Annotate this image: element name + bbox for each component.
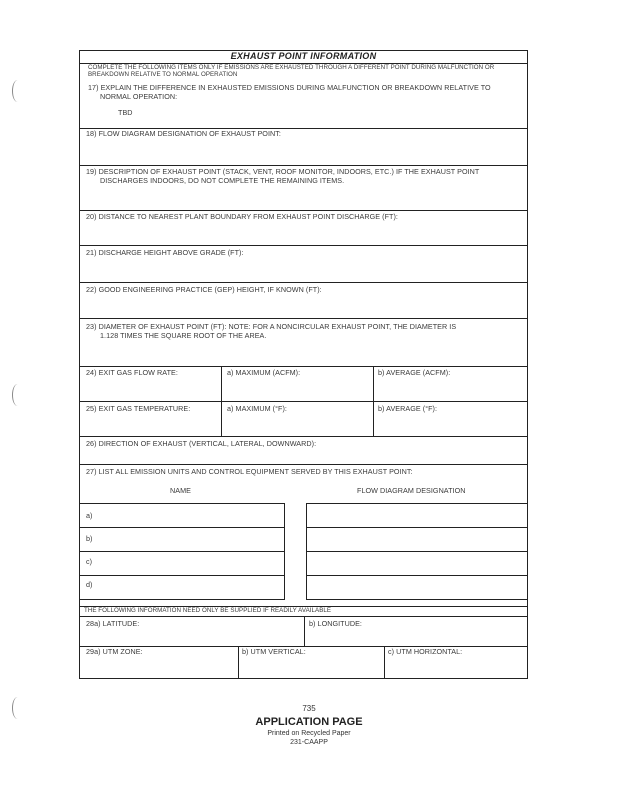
q20-label: 20) DISTANCE TO NEAREST PLANT BOUNDARY FROM EXHAUST POINT DISCHARGE (FT): (86, 212, 398, 221)
q17-label-1: 17) EXPLAIN THE DIFFERENCE IN EXHAUSTED EMISSIONS DURING MALFUNCTION OR BREAKDOWN RELATIVE TO (88, 83, 491, 92)
page-title: APPLICATION PAGE (255, 716, 363, 728)
q27-label: 27) LIST ALL EMISSION UNITS AND CONTROL EQUIPMENT SERVED BY THIS EXHAUST POINT: (86, 467, 413, 476)
q29b-label: b) UTM VERTICAL: (242, 647, 306, 656)
q24b-label: b) AVERAGE (ACFM): (378, 368, 451, 377)
q19-label-1: 19) DESCRIPTION OF EXHAUST POINT (STACK, VENT, ROOF MONITOR, INDOORS, ETC.) IF THE EXHAUST POINT (86, 167, 480, 176)
page-number: 735 (302, 704, 316, 713)
q25-label: 25) EXIT GAS TEMPERATURE: (86, 404, 191, 413)
q26-label: 26) DIRECTION OF EXHAUST (VERTICAL, LATERAL, DOWNWARD): (86, 439, 317, 448)
row-d-label: d) (86, 580, 93, 589)
q23-label-2: 1.128 TIMES THE SQUARE ROOT OF THE AREA. (100, 331, 267, 340)
q25a-label: a) MAXIMUM (°F): (227, 404, 287, 413)
col-name-header: NAME (170, 486, 191, 495)
q24a-label: a) MAXIMUM (ACFM): (227, 368, 301, 377)
q29a-label: 29a) UTM ZONE: (86, 647, 143, 656)
q28a-label: 28a) LATITUDE: (86, 619, 140, 628)
q17-answer: TBD (118, 108, 133, 117)
row-a-label: a) (86, 511, 93, 520)
q28b-label: b) LONGITUDE: (309, 619, 362, 628)
q22-label: 22) GOOD ENGINEERING PRACTICE (GEP) HEIGHT, IF KNOWN (FT): (86, 285, 322, 294)
hole-punch-mark (12, 80, 23, 102)
hole-punch-mark (12, 384, 23, 406)
q21-label: 21) DISCHARGE HEIGHT ABOVE GRADE (FT): (86, 248, 244, 257)
q17-label-2: NORMAL OPERATION: (100, 92, 178, 101)
q18-label: 18) FLOW DIAGRAM DESIGNATION OF EXHAUST POINT: (86, 129, 281, 138)
q29c-label: c) UTM HORIZONTAL: (388, 647, 463, 656)
form-title: EXHAUST POINT INFORMATION (230, 51, 377, 61)
row-b-label: b) (86, 534, 93, 543)
intro-text: COMPLETE THE FOLLOWING ITEMS ONLY IF EMISSIONS ARE EXHAUSTED THROUGH A DIFFERENT POINT DURING MALFUNCTION OR BREAKDOWN RELATIVE TO NORMAL OPERATION (88, 64, 495, 78)
q24-label: 24) EXIT GAS FLOW RATE: (86, 368, 178, 377)
col-flow-header: FLOW DIAGRAM DESIGNATION (357, 486, 466, 495)
q23-label-1: 23) DIAMETER OF EXHAUST POINT (FT): NOTE: FOR A NONCIRCULAR EXHAUST POINT, THE DIAMETER IS (86, 322, 457, 331)
form-code: 231-CAAPP (290, 739, 328, 746)
q25b-label: b) AVERAGE (°F): (378, 404, 438, 413)
row-c-label: c) (86, 557, 93, 566)
recycled-note: Printed on Recycled Paper (267, 730, 351, 737)
q19-label-2: DISCHARGES INDOORS, DO NOT COMPLETE THE REMAINING ITEMS. (100, 176, 345, 185)
optional-note: THE FOLLOWING INFORMATION NEED ONLY BE SUPPLIED IF READILY AVAILABLE (84, 607, 332, 614)
